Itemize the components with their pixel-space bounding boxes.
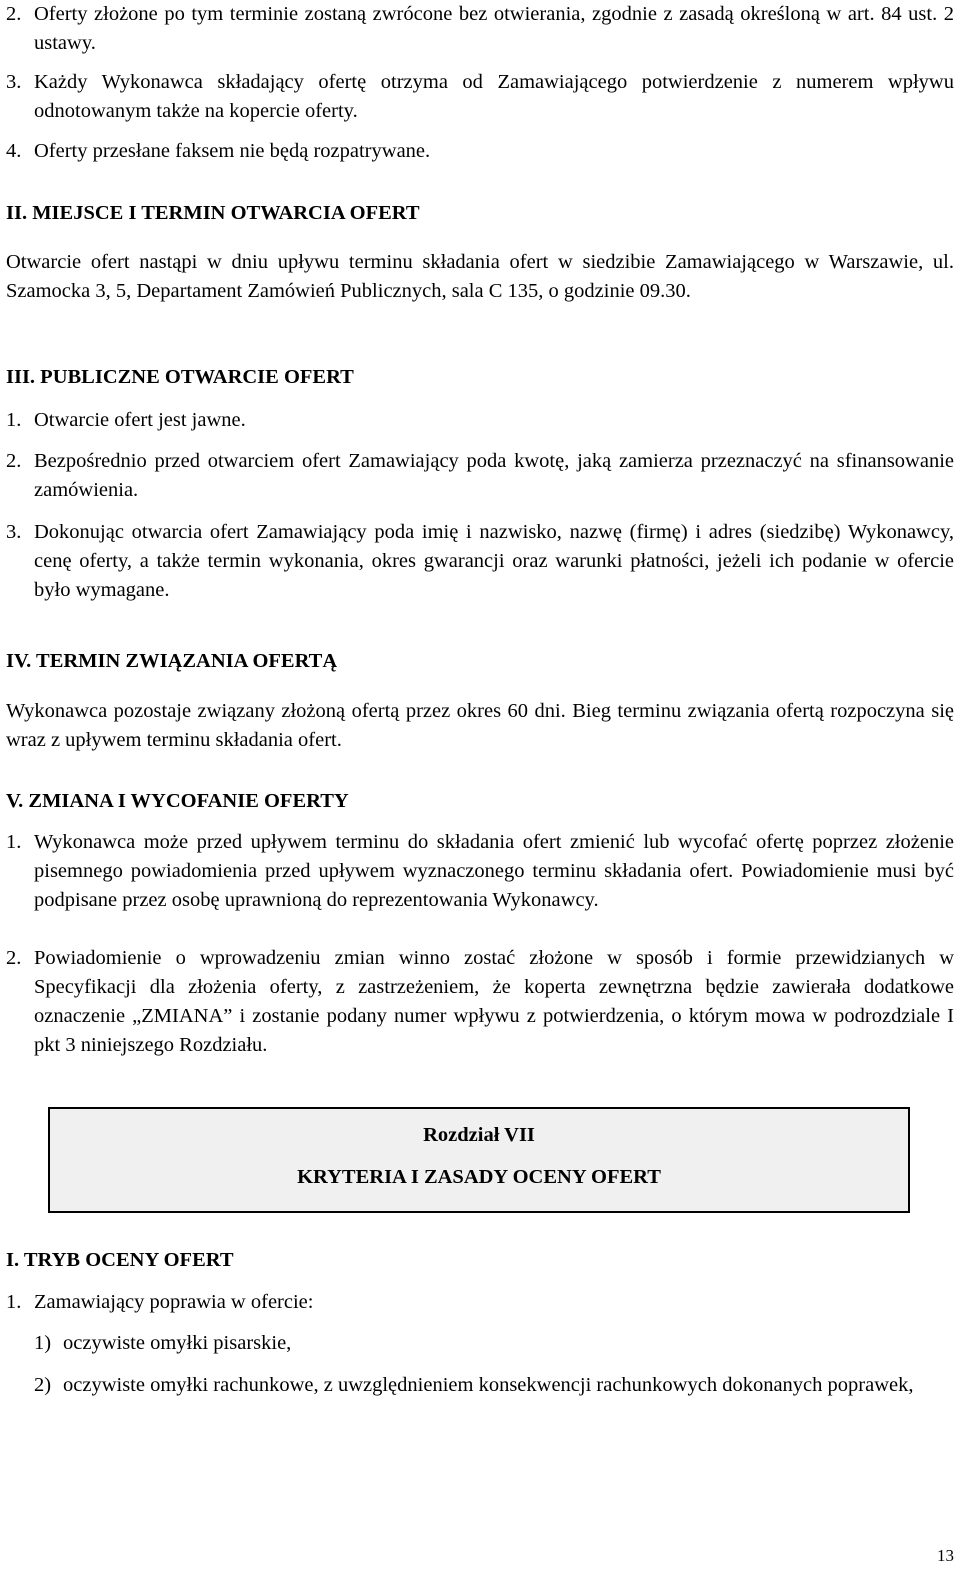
chapter-subtitle: KRYTERIA I ZASADY OCENY OFERT [297,1166,661,1188]
item-number: 1. [6,1291,22,1313]
list-item [6,828,954,915]
list-item [6,518,954,605]
item-number: 2) [34,1374,52,1396]
item-text: Wykonawca może przed upływem terminu do składania ofert zmienić lub wycofać ofertę poprzez złożenie pisemnego powiadomienia przed upływem wyznaczonego terminu składania ofert. Powiadomienie musi być podpisane przez osobę uprawnioną do reprezentowania Wykonawcy. [34,831,954,911]
page-number: 13 [937,1546,954,1565]
item-number: 2. [6,450,22,472]
chapter-header-box [48,1107,910,1213]
chapter-title: Rozdział VII [423,1124,535,1146]
section-heading: II. MIEJSCE I TERMIN OTWARCIA OFERT [6,202,420,224]
sub-list-item [6,1329,954,1358]
list-item [6,1288,954,1317]
item-number: 1. [6,831,22,853]
list-item [6,406,954,435]
list-item [6,68,954,126]
item-number: 4. [6,140,22,162]
item-text: Oferty przesłane faksem nie będą rozpatrywane. [34,140,431,162]
section-paragraph: Wykonawca pozostaje związany złożoną ofertą przez okres 60 dni. Bieg terminu związania ofertą rozpoczyna się wraz z upływem terminu składania ofert. [6,700,954,751]
item-text: Otwarcie ofert jest jawne. [34,409,246,431]
list-item [6,447,954,505]
item-text: Powiadomienie o wprowadzeniu zmian winno zostać złożone w sposób i formie przewidzianych w Specyfikacji dla złożenia oferty, z zastrzeżeniem, że koperta zewnętrzna będzie zawierała dodatkowe oznaczenie „ZMIANA” i zostanie podany numer wpływu z potwierdzenia, o którym mowa w podrozdziale I pkt 3 niniejszego Rozdziału. [34,947,954,1056]
item-number: 1. [6,409,22,431]
item-number: 2. [6,3,22,25]
section-heading: V. ZMIANA I WYCOFANIE OFERTY [6,790,349,812]
item-number: 2. [6,947,22,969]
list-item [6,0,954,58]
section-heading: III. PUBLICZNE OTWARCIE OFERT [6,366,354,388]
item-text: Oferty złożone po tym terminie zostaną zwrócone bez otwierania, zgodnie z zasadą określoną w art. 84 ust. 2 ustawy. [34,3,954,54]
item-text: oczywiste omyłki rachunkowe, z uwzględnieniem konsekwencji rachunkowych dokonanych poprawek, [63,1374,914,1396]
item-text: Bezpośrednio przed otwarciem ofert Zamawiający poda kwotę, jaką zamierza przeznaczyć na sfinansowanie zamówienia. [34,450,954,501]
item-number: 3. [6,71,22,93]
item-text: Każdy Wykonawca składający ofertę otrzyma od Zamawiającego potwierdzenie z numerem wpływu odnotowanym także na kopercie oferty. [34,71,954,122]
list-item [6,944,954,1060]
item-number: 1) [34,1332,52,1354]
sub-list-item [6,1371,954,1400]
section-heading: IV. TERMIN ZWIĄZANIA OFERTĄ [6,650,338,672]
item-text: Zamawiający poprawia w ofercie: [34,1291,314,1313]
item-text: Dokonując otwarcia ofert Zamawiający poda imię i nazwisko, nazwę (firmę) i adres (siedzibę) Wykonawcy, cenę oferty, a także termin wykonania, okres gwarancji oraz warunki płatności, jeżeli ich podanie w ofercie było wymagane. [34,521,954,601]
item-number: 3. [6,521,22,543]
item-text: oczywiste omyłki pisarskie, [63,1332,292,1354]
list-item [6,137,954,166]
section-paragraph: Otwarcie ofert nastąpi w dniu upływu terminu składania ofert w siedzibie Zamawiającego w Warszawie, ul. Szamocka 3, 5, Departament Zamówień Publicznych, sala C 135, o godzinie 09.30. [6,251,954,302]
section-heading: I. TRYB OCENY OFERT [6,1249,234,1271]
